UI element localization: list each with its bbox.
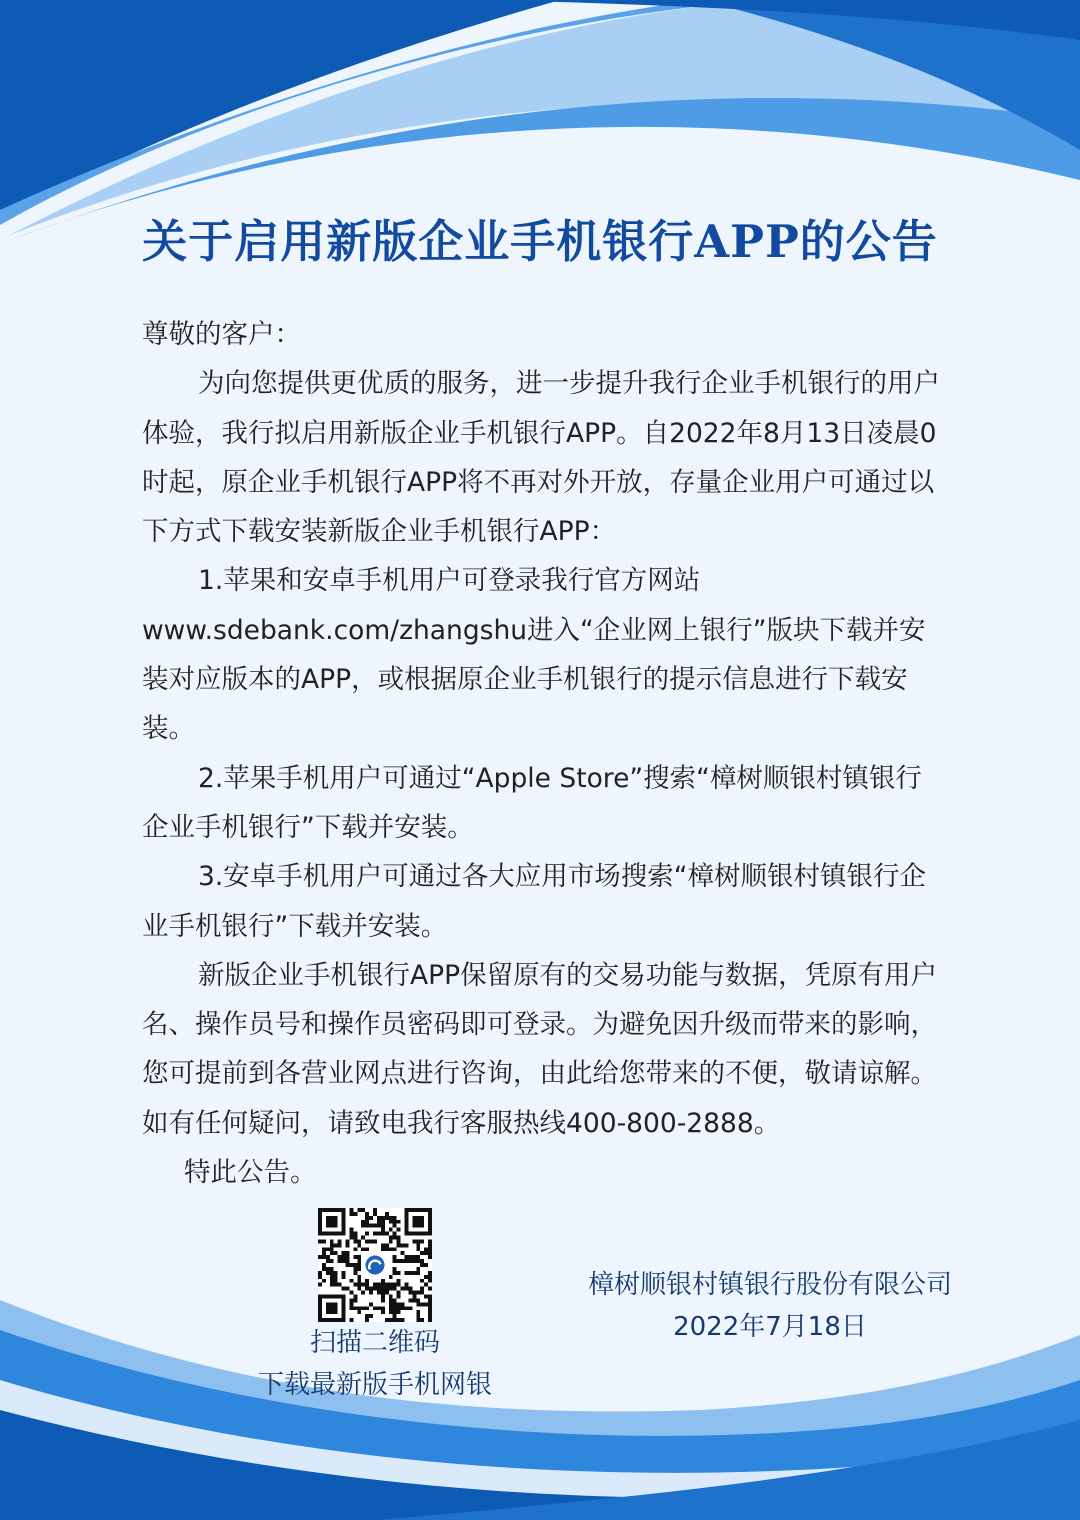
paragraph-intro: 为向您提供更优质的服务，进一步提升我行企业手机银行的用户体验，我行拟启用新版企业手机银行APP。自2022年8月13日凌晨0时起，原企业手机银行APP将不再对外开放，存量企业用户可通过以下方式下载安装新版企业手机银行APP： <box>142 368 940 548</box>
qr-code[interactable] <box>318 1208 432 1322</box>
paragraph-method-2: 2.苹果手机用户可通过“Apple Store”搜索“樟树顺银村镇银行企业手机银行”下载并安装。 <box>142 762 922 843</box>
paragraph-features: 新版企业手机银行APP保留原有的交易功能与数据，凭原有用户名、操作员号和操作员密码即可登录。为避免因升级而带来的影响，您可提前到各营业网点进行咨询，由此给您带来的不便，敬请谅解。如有任何疑问，请致电我行客服热线400-800-2888。 <box>142 959 938 1139</box>
qr-caption-line2: 下载最新版手机网银 <box>257 1370 492 1400</box>
paragraph-method-1: 1.苹果和安卓手机用户可登录我行官方网站www.sdebank.com/zhangshu进入“企业网上银行”版块下载并安装对应版本的APP，或根据原企业手机银行的提示信息进行下载安装。 <box>142 565 926 745</box>
signature-company: 樟树顺银村镇银行股份有限公司 <box>587 1270 952 1300</box>
qr-caption <box>220 1322 530 1406</box>
paragraph-method-3: 3.安卓手机用户可通过各大应用市场搜索“樟树顺银村镇银行企业手机银行”下载并安装。 <box>142 861 927 942</box>
greeting: 尊敬的客户： <box>142 319 301 350</box>
signature-date: 2022年7月18日 <box>673 1312 867 1342</box>
qr-caption-line1: 扫描二维码 <box>309 1328 440 1358</box>
closing: 特此公告。 <box>184 1157 317 1189</box>
notice-body <box>142 310 942 1197</box>
page-title: 关于启用新版企业手机银行APP的公告 <box>142 215 938 268</box>
signature-block <box>540 1264 1000 1348</box>
qr-code-image <box>318 1208 432 1322</box>
